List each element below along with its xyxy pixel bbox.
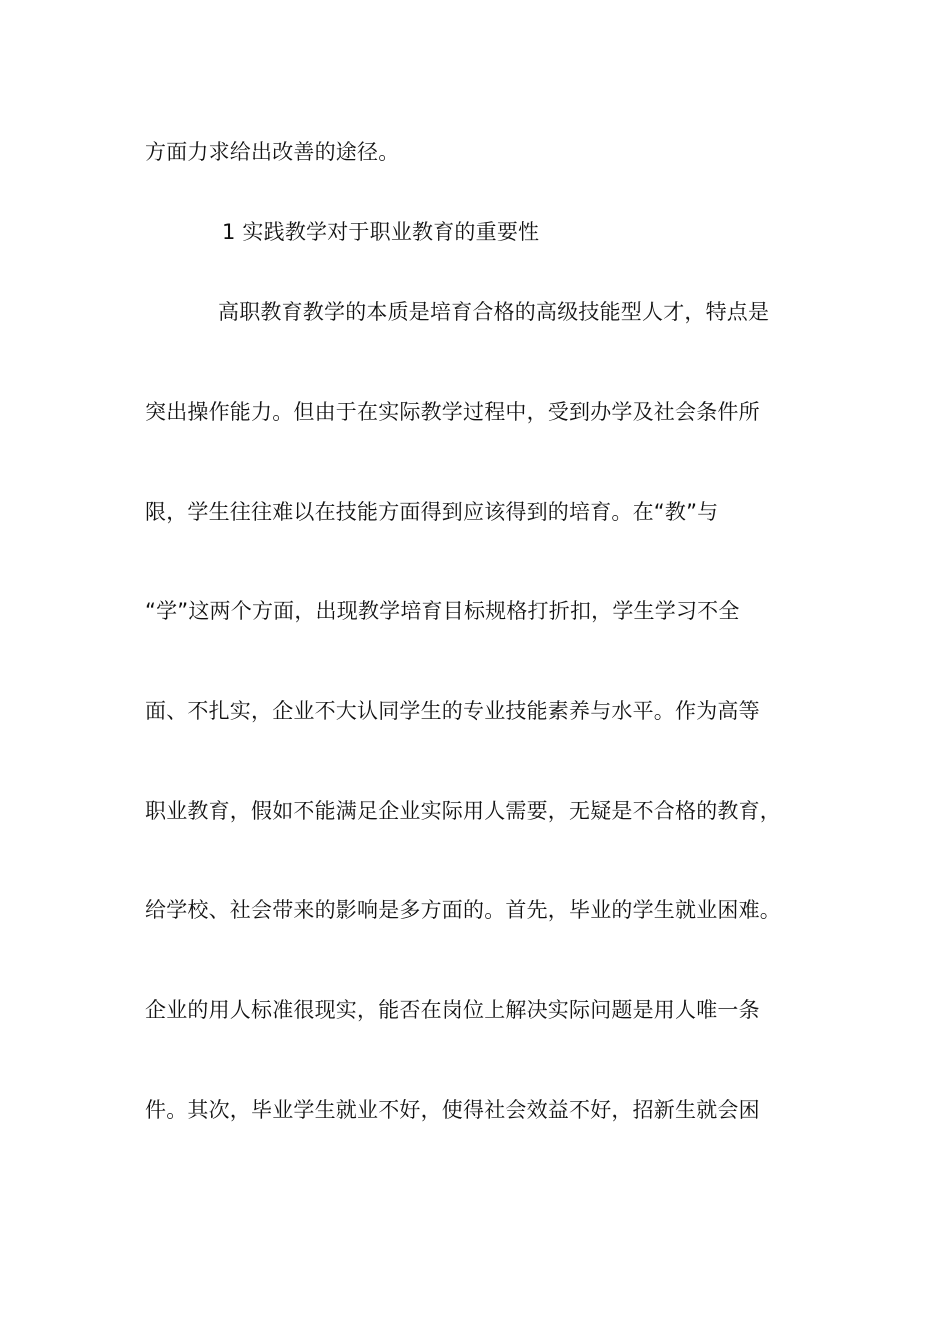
- section-heading: 1 实践教学对于职业教育的重要性: [222, 220, 540, 244]
- paragraph-line: 突出操作能力。但由于在实际教学过程中，受到办学及社会条件所: [145, 400, 760, 424]
- paragraph-line: “学”这两个方面，出现教学培育目标规格打折扣，学生学习不全: [145, 599, 740, 623]
- paragraph-line: 给学校、社会带来的影响是多方面的。首先，毕业的学生就业困难。: [145, 898, 781, 922]
- paragraph-line: 高职教育教学的本质是培育合格的高级技能型人才，特点是: [218, 300, 770, 324]
- paragraph-line: 企业的用人标准很现实，能否在岗位上解决实际问题是用人唯一条: [145, 998, 760, 1022]
- paragraph-line: 限，学生往往难以在技能方面得到应该得到的培育。在“教”与: [145, 500, 719, 524]
- paragraph-line: 职业教育，假如不能满足企业实际用人需要，无疑是不合格的教育，: [145, 799, 781, 823]
- paragraph-line: 件。其次，毕业学生就业不好，使得社会效益不好，招新生就会困: [145, 1098, 760, 1122]
- paragraph-line: 面、不扎实，企业不大认同学生的专业技能素养与水平。作为高等: [145, 699, 760, 723]
- paragraph-line-continuation: 方面力求给出改善的途径。: [145, 140, 400, 164]
